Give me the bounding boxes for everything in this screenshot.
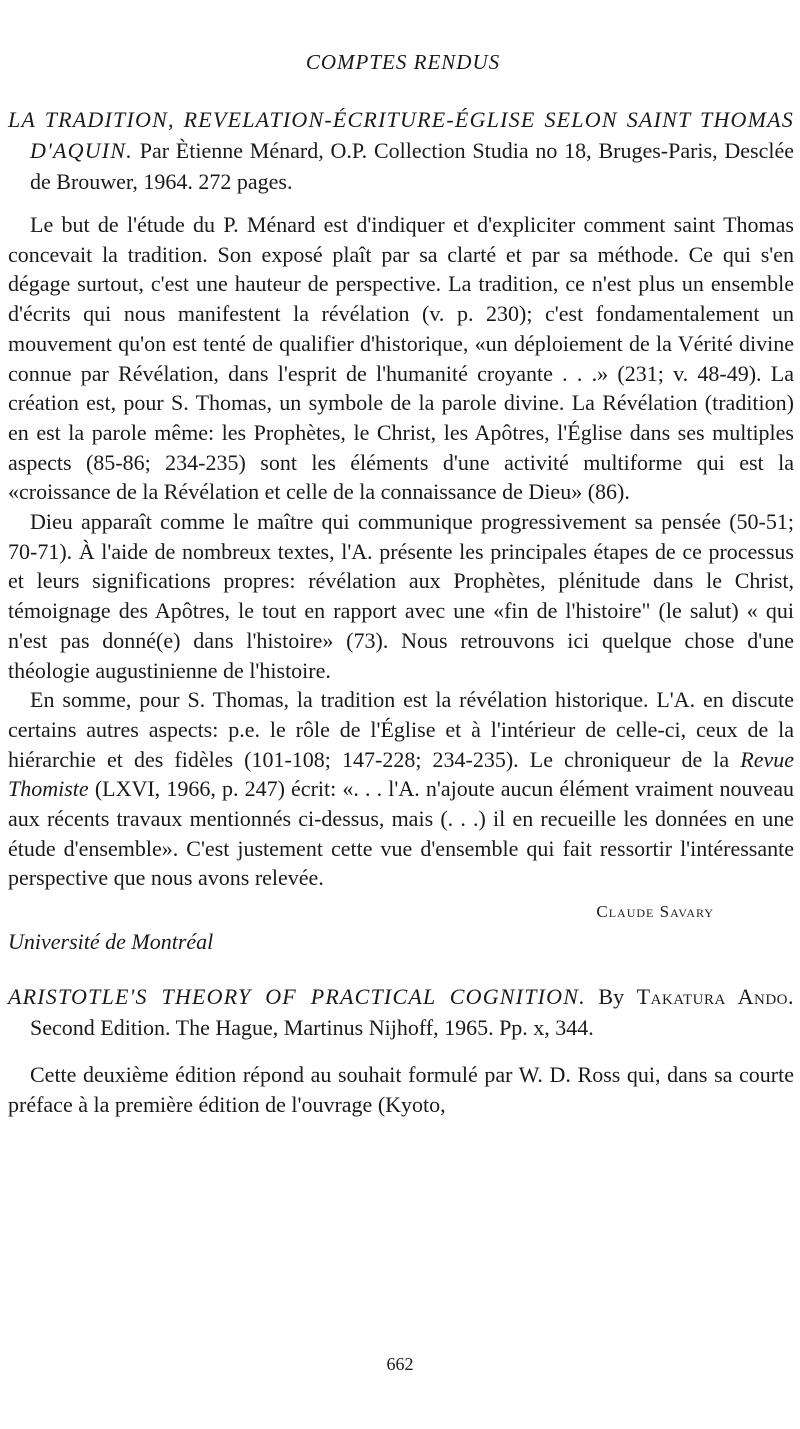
review-heading: [8, 981, 794, 1043]
review-heading: [8, 104, 794, 197]
review-paragraph: Le but de l'étude du P. Ménard est d'indiquer et d'expliciter comment saint Thomas concevait la tradition. Son exposé plaît par sa clarté et par sa méthode. Ce qui s'en dégage surtout, c'est une hauteur de perspective. La tradition, ce n'est plus un ensemble d'écrits qui nous manifestent la révélation (v. p. 230); c'est fondamentalement un mouvement qu'on est tenté de qualifier d'historique, «un déploiement de la Vérité divine connue par Révélation, dans l'esprit de l'humanité croyante . . .» (231; v. 48-49). La création est, pour S. Thomas, un symbole de la parole divine. La Révélation (tradition) en est la parole même: les Prophètes, le Christ, les Apôtres, l'Église dans ses multiples aspects (85-86; 234-235) sont les éléments d'une activité multiforme qui est la «croissance de la Révélation et celle de la connaissance de Dieu» (86).: [8, 212, 794, 505]
book-citation: Par Ètienne Ménard, O.P. Collection Studia no 18, Bruges-Paris, Desclée de Brouwer, 1964. 272 pages.: [30, 138, 794, 194]
review-paragraph: [8, 685, 794, 893]
book-citation: Second Edition. The Hague, Martinus Nijhoff, 1965. Pp. x, 344.: [30, 1015, 594, 1041]
book-title: ARISTOTLE'S THEORY OF PRACTICAL COGNITION.: [8, 984, 586, 1010]
page: [8, 48, 794, 1120]
book-author: Takatura Ando.: [636, 984, 795, 1010]
review-body: [8, 210, 794, 893]
paragraph-text: (LXVI, 1966, p. 247) écrit: «. . . l'A. n'ajoute aucun élément vraiment nouveau aux récents travaux mentionnés ci-dessus, mais (. . .) il en recueille les données en une étude d'ensemble». C'est justement cette vue d'ensemble qui fait ressortir l'intéressante perspective que nous avons relevée.: [8, 776, 794, 891]
review-ando: [8, 981, 794, 1119]
by-label: By: [598, 984, 625, 1010]
reviewer-affiliation: Université de Montréal: [8, 929, 214, 955]
journal-title: Revue Thomiste: [8, 746, 794, 802]
running-head: COMPTES RENDUS: [305, 50, 501, 74]
review-menard: [8, 104, 794, 957]
reviewer-signature: Claude Savary: [596, 902, 714, 922]
review-paragraph: Cette deuxième édition répond au souhait formulé par W. D. Ross qui, dans sa courte préface à la première édition de l'ouvrage (Kyoto,: [8, 1062, 794, 1117]
review-body: [8, 1060, 794, 1119]
paragraph-text: En somme, pour S. Thomas, la tradition est la révélation historique. L'A. en discute certains autres aspects: p.e. le rôle de l'Église et à l'intérieur de celle-ci, ceux de la hiérarchie et des fidèles (101-108; 147-228; 234-235). Le chroniqueur de la: [8, 687, 794, 772]
page-number: 662: [386, 1354, 414, 1374]
review-paragraph: Dieu apparaît comme le maître qui communique progressivement sa pensée (50-51; 70-71). À l'aide de nombreux textes, l'A. présente les principales étapes de ce processus et leurs significations propres: révélation aux Prophètes, plénitude dans le Christ, témoignage des Apôtres, le tout en rapport avec une «fin de l'histoire" (le salut) « qui n'est pas donné(e) dans l'histoire» (73). Nous retrouvons ici quelque chose d'une théologie augustinienne de l'histoire.: [8, 509, 794, 683]
book-title: LA TRADITION, REVELATION-ÉCRITURE-ÉGLISE SELON SAINT THOMAS D'AQUIN.: [8, 107, 794, 163]
